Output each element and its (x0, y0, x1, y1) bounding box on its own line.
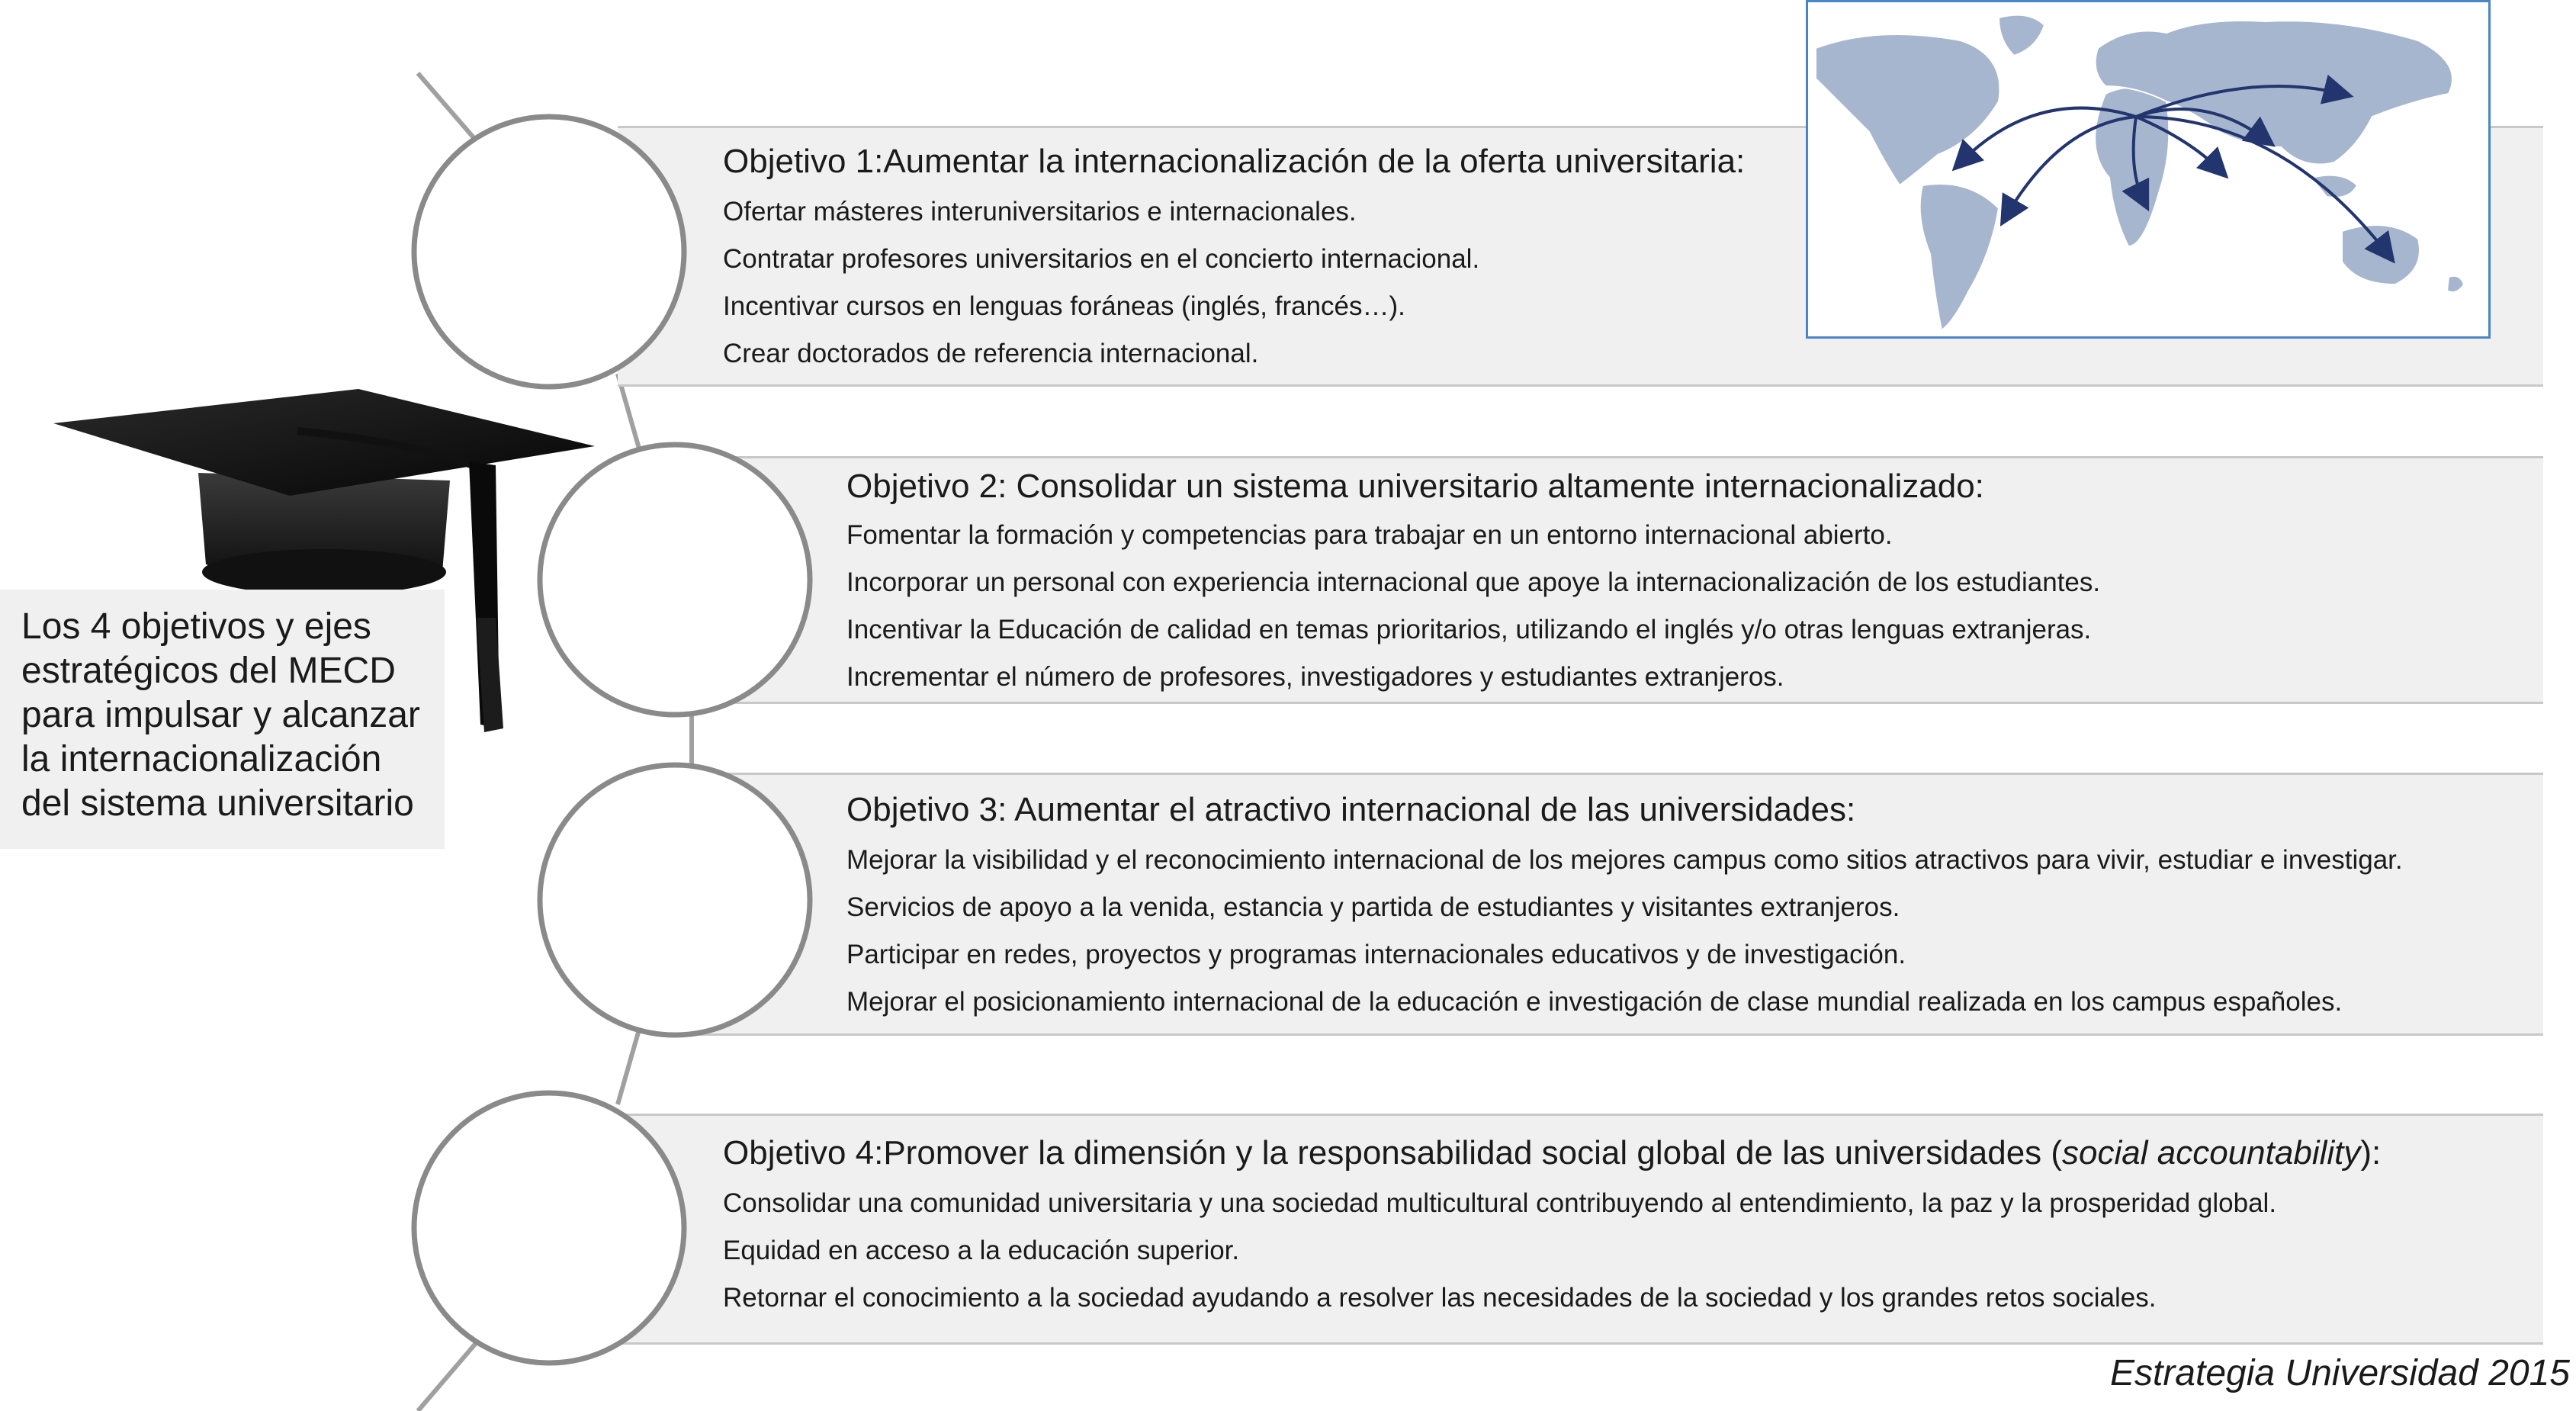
objective-2-title: Objetivo 2: Consolidar un sistema universitario altamente internacionalizado: (846, 468, 1984, 505)
objective-2-item: Incentivar la Educación de calidad en temas prioritarios, utilizando el inglés y/o otras lenguas extranjeras. (846, 615, 2092, 644)
objective-4-item: Equidad en acceso a la educación superior. (723, 1236, 1240, 1265)
objective-1-item: Crear doctorados de referencia internacional. (723, 339, 1259, 368)
world-map-frame (1806, 0, 2491, 339)
left-line: estratégicos del MECD (21, 651, 396, 691)
objective-1-item: Ofertar másteres interuniversitarios e internacionales. (723, 197, 1357, 227)
objective-4-title (723, 1136, 2381, 1170)
left-line: Los 4 objetivos y ejes (21, 606, 371, 647)
objective-3-item: Mejorar el posicionamiento internacional de la educación e investigación de clase mundial realizada en los campus españoles. (846, 987, 2343, 1017)
objective-1-item: Contratar profesores universitarios en el concierto internacional. (723, 244, 1480, 274)
objective-4-title-italic: social accountability (2062, 1134, 2361, 1172)
objective-4-item: Consolidar una comunidad universitaria y una sociedad multicultural contribuyendo al entendimiento, la paz y la prosperidad global. (723, 1188, 2277, 1218)
left-line: para impulsar y alcanzar (21, 695, 420, 735)
left-description-box (0, 590, 445, 849)
objective-1-title: Objetivo 1:Aumentar la internacionalización de la oferta universitaria: (723, 143, 1746, 180)
objective-3-circle (540, 765, 810, 1035)
objective-4-circle (414, 1093, 684, 1363)
objective-3-title: Objetivo 3: Aumentar el atractivo internacional de las universidades: (846, 791, 1856, 828)
world-map-icon (1808, 2, 2488, 336)
objective-4-title-prefix: Objetivo 4:Promover la dimensión y la responsabilidad social global de las universidades ( (723, 1134, 2063, 1172)
objective-1-item: Incentivar cursos en lenguas foráneas (inglés, francés…). (723, 291, 1405, 321)
objective-1-circle (414, 117, 684, 387)
objective-3-item: Mejorar la visibilidad y el reconocimiento internacional de los mejores campus como sitios atractivos para vivir, estudiar e investigar. (846, 845, 2403, 875)
objective-3-item: Participar en redes, proyectos y programas internacionales educativos y de investigación. (846, 940, 1906, 969)
objective-2-item: Incorporar un personal con experiencia internacional que apoye la internacionalización de los estudiantes. (846, 567, 2101, 597)
objective-2-item: Fomentar la formación y competencias para trabajar en un entorno internacional abierto. (846, 520, 1893, 550)
objective-4-title-suffix: ): (2360, 1134, 2382, 1172)
source-footer: Estrategia Universidad 2015 (2109, 1353, 2570, 1393)
objective-3-item: Servicios de apoyo a la venida, estancia y partida de estudiantes y visitantes extranjeros. (846, 892, 1900, 922)
left-line: del sistema universitario (21, 783, 414, 824)
objective-4-item: Retornar el conocimiento a la sociedad ayudando a resolver las necesidades de la sociedad y los grandes retos sociales. (723, 1283, 2157, 1313)
objective-2-item: Incrementar el número de profesores, investigadores y estudiantes extranjeros. (846, 662, 1784, 692)
left-line: la internacionalización (21, 739, 382, 779)
